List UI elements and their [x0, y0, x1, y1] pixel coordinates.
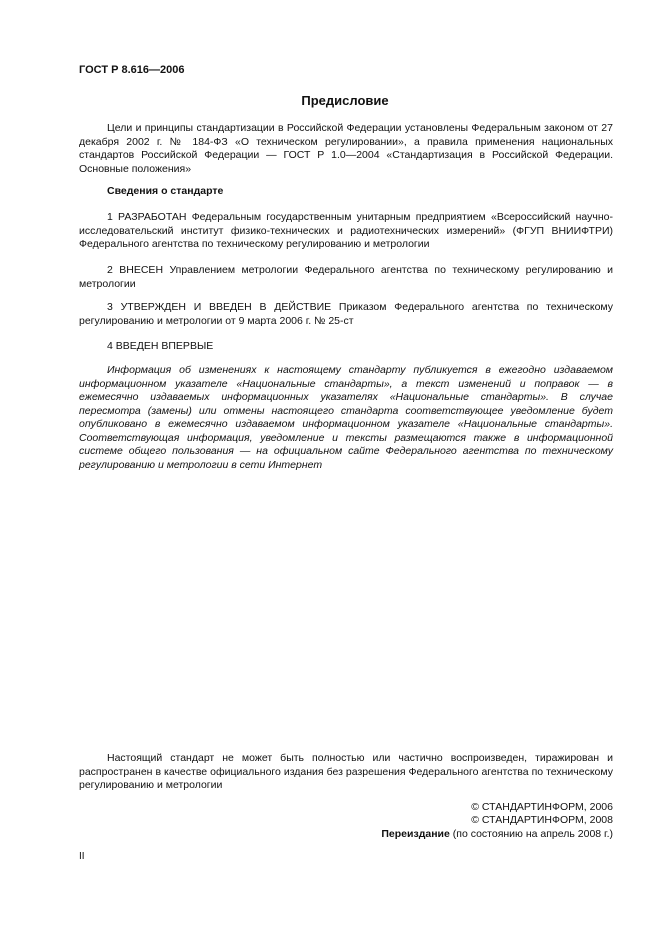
reissue-line — [253, 828, 613, 842]
intro-paragraph: Цели и принципы стандартизации в Российской Федерации установлены Федеральным законом от 27 декабря 2002 г. № 184-ФЗ «О техническом регулировании», а правила применения национальных стандартов Российской Федерации — ГОСТ Р 1.0—2004 «Стандартизация в Российской Федерации. Основные положения» — [79, 122, 613, 175]
reissue-label: Переиздание — [381, 828, 450, 840]
item-introduced: 4 ВВЕДЕН ВПЕРВЫЕ — [107, 340, 214, 352]
info-notice: Информация об изменениях к настоящему стандарту публикуется в ежегодно издаваемом информационном указателе «Национальные стандарты», а текст изменений и поправок — в ежемесячно издаваемых информационных указателях «Национальные стандарты». В случае пересмотра (замены) или отмены настоящего стандарта соответствующее уведомление будет опубликовано в ежемесячно издаваемом информационном указателе «Национальные стандарты». Соответствующая информация, уведомление и тексты размещаются также в информационной системе общего пользования — на официальном сайте Федерального агентства по техническому регулированию и метрологии в сети Интернет — [79, 364, 613, 471]
page-number: II — [79, 851, 85, 862]
page-title: Предисловие — [301, 93, 389, 108]
section-heading: Сведения о стандарте — [107, 185, 224, 197]
reissue-note: (по состоянию на апрель 2008 г.) — [452, 828, 613, 840]
copyright-notice: Настоящий стандарт не может быть полностью или частично воспроизведен, тиражирован и распространен в качестве официального издания без разрешения Федерального агентства по техническому регулированию и метрологии — [79, 752, 613, 791]
copyright-2008: © СТАНДАРТИНФОРМ, 2008 — [471, 814, 613, 826]
document-id: ГОСТ Р 8.616—2006 — [79, 64, 185, 76]
copyright-2006: © СТАНДАРТИНФОРМ, 2006 — [471, 801, 613, 813]
item-submitted: 2 ВНЕСЕН Управлением метрологии Федерального агентства по техническому регулированию и метрологии — [79, 264, 613, 290]
item-approved: 3 УТВЕРЖДЕН И ВВЕДЕН В ДЕЙСТВИЕ Приказом Федерального агентства по техническому регулированию и метрологии от 9 марта 2006 г. № 25-ст — [79, 301, 613, 327]
item-developed: 1 РАЗРАБОТАН Федеральным государственным унитарным предприятием «Всероссийский научно-исследовательский институт физико-технических и радиотехнических измерений» (ФГУП ВНИИФТРИ) Федерального агентства по техническому регулированию и метрологии — [79, 211, 613, 250]
